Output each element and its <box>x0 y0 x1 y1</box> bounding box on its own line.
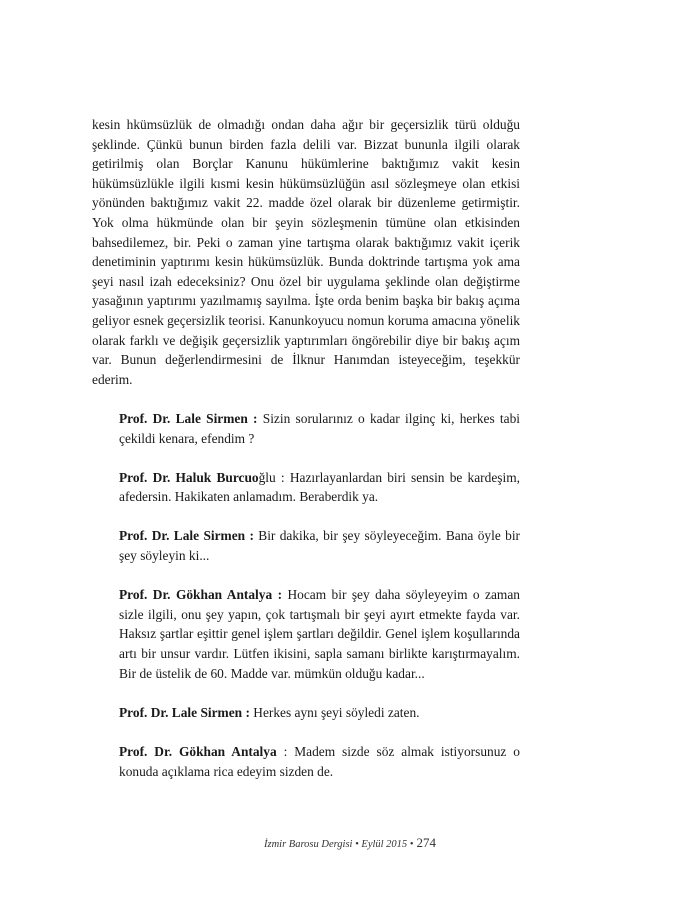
journal-name: İzmir Barosu Dergisi • Eylül 2015 • <box>264 839 414 850</box>
speaker-name: Prof. Dr. Gökhan Antalya <box>119 744 277 759</box>
paragraph-text: Hocam bir şey daha söyleyeyim o zaman sizle ilgili, onu şey yapın, çok tartışmalı bir şeyi ayırt etmekte fayda var. Haksız şartlar eşittir genel işlem şartları değildir. Genel işlem koşullarında artı bir unsur vardır. Lütfen ikisini, sapla samanı birlikte karıştırmayalım. Bir de üstelik de 60. Madde var. mümkün olduğu kadar... <box>119 587 520 681</box>
paragraph-continuation <box>92 115 520 389</box>
paragraph-text: : Madem sizde söz almak istiyorsunuz o konuda açıklama rica edeyim sizden de. <box>119 744 520 779</box>
speaker-name: Prof. Dr. Lale Sirmen : <box>119 410 258 426</box>
paragraph-gokhan-antalya-1 <box>92 585 520 683</box>
speaker-name: Prof. Dr. Lale Sirmen : <box>119 704 250 720</box>
paragraph-lale-sirmen-2 <box>92 526 520 565</box>
page-body <box>92 115 520 781</box>
page-number: 274 <box>416 835 436 850</box>
paragraph-text: Bir dakika, bir şey söyleyeceğim. Bana öyle bir şey söyleyin ki... <box>119 528 520 564</box>
paragraph-text: ğlu : Hazırlayanlardan biri sensin be kardeşim, afedersin. Hakikaten anlamadım. Beraberdik ya. <box>119 469 520 505</box>
paragraph-text: Herkes aynı şeyi söyledi zaten. <box>249 704 420 720</box>
page-footer <box>0 835 700 851</box>
paragraph-lale-sirmen-3 <box>92 703 520 723</box>
paragraph-text: kesin hkümsüzlük de olmadığı ondan daha ağır bir geçersizlik türü olduğu şeklinde. Çünkü bunun birden fazla delili var. Bizzat bununla ilgili olarak getirilmiş olan Borçlar Kanunu hükümlerine baktığımız vakit kesin hükümsüzlükle ilgili kısmi kesin hükümsüzlüğün asıl sözleşmeye olan etkisi yönünden baktığımız vakit 22. madde özel olarak bir düzenleme getirmiştir. Yok olma hükmünde olan bir şeyin sözleşmenin tümüne olan etkisinden bahsedilemez, bir. Peki o zaman yine tartışma olarak baktığımız vakit içerik denetiminin yaptırımı kesin hükümsüzlük. Bunda doktrinde tartışma yok ama şeyi nasıl izah edeceksiniz? Onu özel bir uygulama şeklinde olan değiştirme yasağının yaptırımı yazılmamış sayılma. İşte orda benim başka bir bakış açıma geliyor esnek geçersizlik teorisi. Kanunkoyucu nomun koruma amacına yönelik olarak farklı ve değişik geçersizlik yaptırımları öngörebilir diye bir bakış açım var. Bunun değerlendirmesini de İlknur Hanımdan isteyeceğim, teşekkür ederim. <box>92 117 521 387</box>
speaker-name: Prof. Dr. Lale Sirmen : <box>119 528 254 544</box>
speaker-name: Prof. Dr. Haluk Burcuo <box>119 469 259 485</box>
paragraph-haluk-burcuoglu <box>92 468 520 507</box>
paragraph-lale-sirmen-1 <box>92 409 520 448</box>
speaker-name: Prof. Dr. Gökhan Antalya : <box>119 587 283 603</box>
paragraph-gokhan-antalya-2 <box>92 742 520 781</box>
paragraph-text: Sizin sorularınız o kadar ilginç ki, herkes tabi çekildi kenara, efendim ? <box>119 410 520 446</box>
